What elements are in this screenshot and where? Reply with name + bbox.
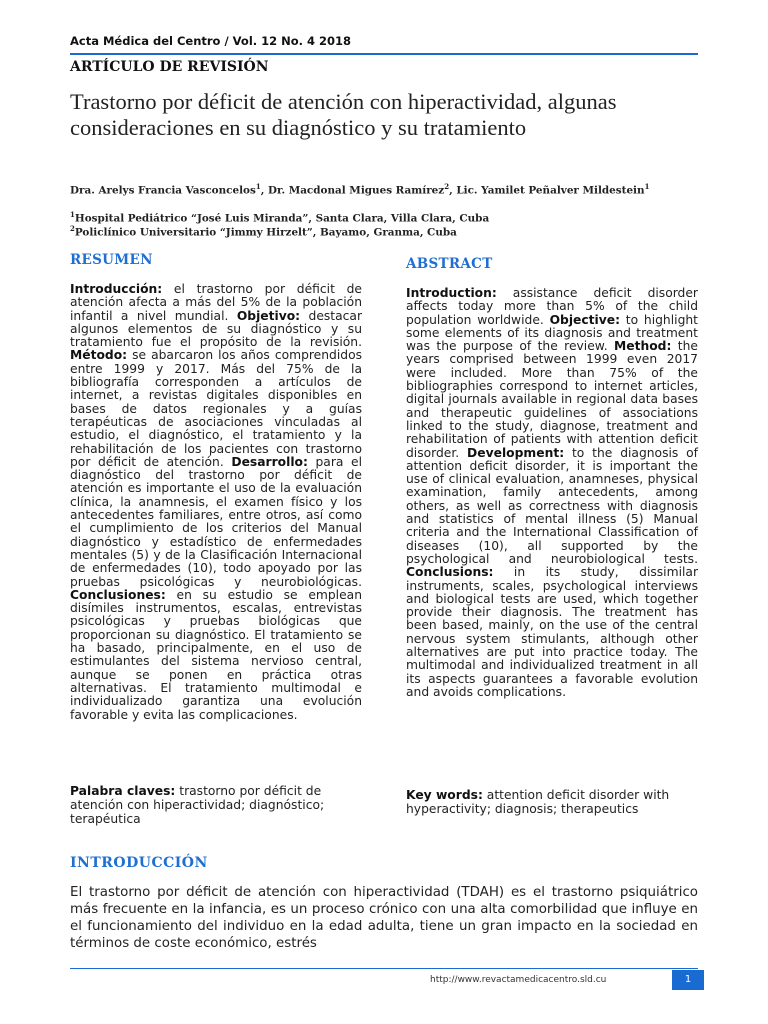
footer-rule	[70, 968, 698, 969]
abstract-label: Objective:	[549, 312, 621, 327]
author-affiliation-number: 1	[255, 182, 261, 191]
affiliation-number: 2	[70, 224, 75, 233]
resumen-text	[70, 283, 362, 722]
abstract-label: Method:	[614, 339, 672, 354]
resumen-label: Método:	[70, 348, 128, 363]
header-rule	[70, 53, 698, 55]
article-title: Trastorno por déficit de atención con hiperactividad, algunas consideraciones en su diagnóstico y su tratamiento	[70, 89, 617, 140]
resumen-sentence: en su estudio se emplean disímiles instrumentos, escalas, entrevistas psicológicas y pruebas biológicas que proporcionan su diagnóstico. El tratamiento se ha basado, principalmente, en el uso de estimulantes del sistema nervioso central, aunque se ponen en práctica otras alternativas. El tratamiento multimodal e individualizado garantiza una evolución favorable y evita las complicaciones.	[70, 587, 362, 722]
author-name: Dra. Arelys Francia Vasconcelos	[70, 184, 256, 197]
resumen-label: Objetivo:	[236, 308, 301, 323]
abstract-label: Introduction:	[406, 286, 497, 300]
abstract-sentence: to highlight some elements of its diagnosis and treatment was the purpose of the review.	[406, 312, 698, 354]
resumen-sentence: se abarcaron los años comprendidos entre 1999 y 2017. Más del 75% de la bibliografía corresponden a artículos de internet, a revistas digitales disponibles en bases de datos regionales y a guías terapéuticas de asociaciones vinculadas al estudio, el diagnóstico, el tratamiento y la rehabilitación de los pacientes con trastorno por déficit de atención.	[70, 348, 362, 469]
introduccion-text: El trastorno por déficit de atención con hiperactividad (TDAH) es el trastorno psiquiátrico más frecuente en la infancia, es un proceso crónico con una alta comorbilidad que influye en el funcionamiento del individuo en la edad adulta, tiene un gran impacto en la sociedad en términos de coste económico, estrés	[70, 885, 698, 951]
resumen-label: Desarrollo:	[231, 454, 308, 469]
abstract-text	[406, 287, 698, 699]
resumen-label: Conclusiones:	[70, 587, 166, 602]
affiliation	[70, 224, 710, 238]
resumen-sentence: para el diagnóstico del trastorno por déficit de atención es importante el uso de la evaluación clínica, la anamnesis, el examen físico y los antecedentes familiares, entre otros, así como el cumplimiento de los criterios del Manual diagnóstico y estadístico de enfermedades mentales (5) y de la Clasificación Internacional de enfermedades (10), todo apoyado por las pruebas psicológicas y neurobiológicas.	[70, 454, 362, 589]
author-separator: ,	[449, 184, 457, 197]
affiliation-number: 1	[70, 210, 75, 219]
affiliation-text: Policlínico Universitario “Jimmy Hirzelt”, Bayamo, Granma, Cuba	[74, 226, 457, 239]
abstract-sentence: to the diagnosis of attention deficit disorder, it is important the use of clinical evaluation, anamneses, physical examination, family antecedents, among others, as well as correctness with diagnosis and statistics of mental illness (5) Manual criteria and the International Classification of diseases (10), all supported by the psychological and neurobiological tests.	[406, 445, 698, 566]
abstract-sentence: the years comprised between 1999 even 2017 were included. More than 75% of the bibliographies correspond to internet articles, digital journals available in regional data bases and therapeutic guidelines of associations linked to the study, diagnose, treatment and rehabilitation of patients with attention deficit disorder.	[406, 339, 698, 460]
author-name: Dr. Macdonal Migues Ramírez	[267, 184, 445, 197]
resumen-sentence: el trastorno por déficit de atención afecta a más del 5% de la población infantil a nivel mundial.	[70, 282, 362, 323]
resumen-sentence: destacar algunos elementos de su diagnóstico y su tratamiento fue el propósito de la revisión.	[70, 308, 363, 350]
footer-url-link[interactable]: http://www.revactamedicacentro.sld.cu	[430, 975, 607, 985]
abstract-label: Conclusions:	[406, 565, 494, 580]
abstract-sentence: in its study, dissimilar instruments, scales, psychological interviews and biological tests are used, which together provide their diagnosis. The treatment has been based, mainly, on the use of the central nervous system stimulants, although other alternatives are put into practice today. The multimodal and individualized treatment in all its aspects guarantees a favorable evolution and avoids complications.	[406, 565, 698, 699]
abstract-label: Development:	[467, 445, 565, 460]
abstract-heading: ABSTRACT	[406, 256, 493, 272]
resumen-keywords-label: Palabra claves:	[70, 784, 176, 798]
journal-header: Acta Médica del Centro / Vol. 12 No. 4 2018	[70, 34, 352, 48]
resumen-keywords-text: trastorno por déficit de atención con hiperactividad; diagnóstico; terapéutica	[70, 784, 325, 826]
author-affiliation-number: 2	[444, 182, 450, 191]
abstract-keywords-text: attention deficit disorder with hyperactivity; diagnosis; therapeutics	[406, 788, 670, 816]
affiliation	[70, 210, 710, 224]
author-separator: ,	[260, 184, 268, 197]
author-name: Lic. Yamilet Peñalver Mildestein	[456, 184, 645, 197]
affiliation-text: Hospital Pediátrico “José Luis Miranda”, Santa Clara, Villa Clara, Cuba	[74, 212, 490, 225]
resumen-label: Introducción:	[70, 282, 163, 296]
abstract-keywords-label: Key words:	[406, 788, 483, 802]
abstract-sentence: assistance deficit disorder affects today more than 5% of the child population worldwide.	[406, 286, 698, 327]
resumen-heading: RESUMEN	[70, 252, 153, 268]
abstract-keywords	[406, 788, 698, 816]
author-affiliation-number: 1	[644, 182, 650, 191]
authors-line	[70, 182, 710, 196]
article-section-label: ARTÍCULO DE REVISIÓN	[70, 59, 269, 75]
resumen-keywords	[70, 784, 362, 826]
introduccion-heading: INTRODUCCIÓN	[70, 855, 208, 871]
page-number: 1	[672, 970, 704, 990]
